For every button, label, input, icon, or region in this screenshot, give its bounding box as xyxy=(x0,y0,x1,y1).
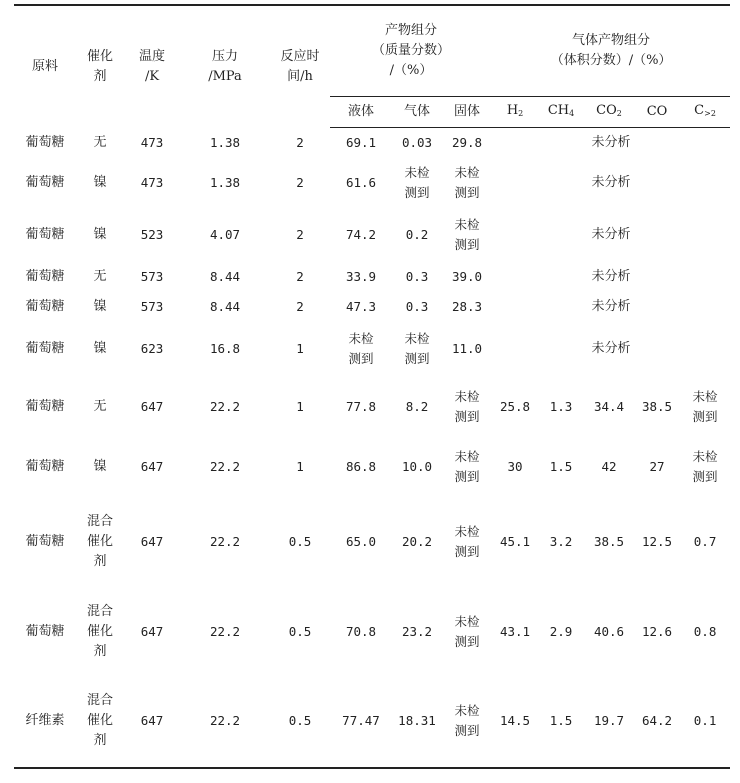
cell-liquid: 74.2 xyxy=(345,226,377,242)
cell-solid: 未检 测到 xyxy=(454,448,480,484)
table-row xyxy=(14,676,730,768)
cell-catalyst: 混合 催化 剂 xyxy=(86,603,113,659)
cell-temp: 647 xyxy=(140,533,164,549)
cell-material: 纤维素 xyxy=(14,676,76,768)
cell-co: 64.2 xyxy=(634,676,680,768)
cell-time: 2 xyxy=(296,268,304,284)
cell-catalyst: 镍 xyxy=(93,458,107,474)
table-row xyxy=(14,588,730,676)
header-product-group: 产物组分 （质量分数） /（%） xyxy=(330,5,492,97)
cell-solid: 39.0 xyxy=(451,268,483,284)
header-gas: 气体 xyxy=(392,97,442,128)
cell-gas: 0.3 xyxy=(405,268,429,284)
cell-time: 2 xyxy=(296,298,304,314)
table-header xyxy=(14,5,730,128)
cell-time: 0.5 xyxy=(270,676,330,768)
cell-catalyst: 无 xyxy=(93,134,107,150)
cell-gas-note: 未分析 xyxy=(591,298,631,314)
cell-pressure: 1.38 xyxy=(209,174,241,190)
cell-solid: 29.8 xyxy=(451,134,483,150)
cell-c2: 未检 测到 xyxy=(692,448,718,484)
table-row xyxy=(14,292,730,322)
cell-gas: 0.3 xyxy=(405,298,429,314)
cell-h2: 43.1 xyxy=(499,623,531,639)
cell-h2: 14.5 xyxy=(492,676,538,768)
cell-temp: 473 xyxy=(140,134,164,150)
cell-gas: 未检 测到 xyxy=(404,164,430,200)
cell-temp: 573 xyxy=(140,268,164,284)
cell-co: 27 xyxy=(649,458,665,474)
cell-time: 0.5 xyxy=(288,533,312,549)
cell-solid: 未检 测到 xyxy=(454,388,480,424)
header-ch4: $CH_4$ xyxy=(538,97,584,128)
cell-material: 葡萄糖 xyxy=(25,226,65,242)
cell-pressure: 22.2 xyxy=(209,623,241,639)
cell-ch4: 2.9 xyxy=(549,623,573,639)
cell-pressure: 1.38 xyxy=(209,134,241,150)
cell-time: 0.5 xyxy=(288,623,312,639)
cell-liquid: 未检 测到 xyxy=(348,330,374,366)
cell-catalyst: 镍 xyxy=(93,174,107,190)
cell-liquid: 77.8 xyxy=(345,398,377,414)
table-row xyxy=(14,376,730,438)
cell-solid: 28.3 xyxy=(451,298,483,314)
cell-gas: 23.2 xyxy=(401,623,433,639)
table-row xyxy=(14,438,730,496)
cell-catalyst: 镍 xyxy=(93,226,107,242)
cell-co2: 42 xyxy=(601,458,617,474)
cell-temp: 647 xyxy=(140,458,164,474)
cell-temp: 523 xyxy=(140,226,164,242)
cell-time: 2 xyxy=(296,226,304,242)
cell-gas-note: 未分析 xyxy=(591,340,631,356)
cell-temp: 647 xyxy=(140,623,164,639)
header-liquid: 液体 xyxy=(330,97,392,128)
cell-material: 葡萄糖 xyxy=(25,458,65,474)
cell-c2: 0.7 xyxy=(693,533,717,549)
cell-gas: 8.2 xyxy=(405,398,429,414)
table-row xyxy=(14,322,730,376)
cell-gas: 0.03 xyxy=(401,134,433,150)
cell-co2: 38.5 xyxy=(593,533,625,549)
cell-catalyst: 无 xyxy=(93,268,107,284)
cell-catalyst: 无 xyxy=(93,398,107,414)
cell-solid: 11.0 xyxy=(451,340,483,356)
header-h2: $H_2$ xyxy=(492,97,538,128)
cell-gas: 10.0 xyxy=(401,458,433,474)
cell-material: 葡萄糖 xyxy=(25,174,65,190)
cell-material: 葡萄糖 xyxy=(25,340,65,356)
cell-co2: 34.4 xyxy=(593,398,625,414)
table-row xyxy=(14,128,730,158)
cell-ch4: 1.5 xyxy=(538,676,584,768)
cell-material: 葡萄糖 xyxy=(25,268,65,284)
cell-catalyst: 镍 xyxy=(93,298,107,314)
cell-material: 葡萄糖 xyxy=(25,134,65,150)
cell-material: 葡萄糖 xyxy=(25,533,65,549)
header-material: 原料 xyxy=(14,5,76,128)
cell-gas: 0.2 xyxy=(405,226,429,242)
cell-pressure: 22.2 xyxy=(180,676,270,768)
cell-catalyst: 混合 催化 剂 xyxy=(76,676,124,768)
cell-pressure: 8.44 xyxy=(209,298,241,314)
cell-pressure: 4.07 xyxy=(209,226,241,242)
data-table xyxy=(14,4,730,769)
cell-temp: 623 xyxy=(140,340,164,356)
cell-material: 葡萄糖 xyxy=(25,298,65,314)
cell-temp: 647 xyxy=(124,676,180,768)
cell-ch4: 1.3 xyxy=(549,398,573,414)
table-row xyxy=(14,262,730,292)
cell-gas-note: 未分析 xyxy=(591,174,631,190)
cell-liquid: 65.0 xyxy=(345,533,377,549)
cell-co: 12.6 xyxy=(641,623,673,639)
cell-c2: 未检 测到 xyxy=(692,388,718,424)
cell-solid: 未检 测到 xyxy=(454,613,480,649)
cell-solid: 未检 测到 xyxy=(454,164,480,200)
header-reaction-time: 反应时 间/h xyxy=(270,5,330,128)
cell-c2: 0.1 xyxy=(680,676,730,768)
cell-ch4: 3.2 xyxy=(549,533,573,549)
header-co: CO xyxy=(634,97,680,128)
cell-solid: 未检 测到 xyxy=(454,216,480,252)
cell-time: 2 xyxy=(296,174,304,190)
cell-pressure: 22.2 xyxy=(209,458,241,474)
cell-liquid: 86.8 xyxy=(345,458,377,474)
cell-liquid: 77.47 xyxy=(330,676,392,768)
cell-gas: 18.31 xyxy=(392,676,442,768)
header-pressure: 压力 /MPa xyxy=(180,5,270,128)
cell-h2: 30 xyxy=(507,458,523,474)
cell-co2: 40.6 xyxy=(593,623,625,639)
cell-co: 38.5 xyxy=(641,398,673,414)
cell-material: 葡萄糖 xyxy=(25,398,65,414)
cell-time: 1 xyxy=(296,398,304,414)
cell-gas-note: 未分析 xyxy=(591,226,631,242)
cell-temp: 573 xyxy=(140,298,164,314)
table-body xyxy=(14,128,730,768)
cell-temp: 473 xyxy=(140,174,164,190)
cell-gas-note: 未分析 xyxy=(591,268,631,284)
cell-time: 2 xyxy=(296,134,304,150)
cell-ch4: 1.5 xyxy=(549,458,573,474)
cell-h2: 25.8 xyxy=(499,398,531,414)
header-solid: 固体 xyxy=(442,97,492,128)
cell-pressure: 22.2 xyxy=(209,533,241,549)
cell-gas: 未检 测到 xyxy=(404,330,430,366)
cell-gas-note: 未分析 xyxy=(591,134,631,150)
cell-c2: 0.8 xyxy=(693,623,717,639)
cell-co2: 19.7 xyxy=(584,676,634,768)
cell-temp: 647 xyxy=(140,398,164,414)
cell-co: 12.5 xyxy=(641,533,673,549)
cell-liquid: 61.6 xyxy=(345,174,377,190)
header-co2: $CO_2$ xyxy=(584,97,634,128)
cell-solid: 未检 测到 xyxy=(442,676,492,768)
header-c2: $C_{>2}$ xyxy=(680,97,730,128)
cell-catalyst: 混合 催化 剂 xyxy=(86,513,113,569)
cell-h2: 45.1 xyxy=(499,533,531,549)
table-row xyxy=(14,208,730,262)
cell-gas: 20.2 xyxy=(401,533,433,549)
cell-solid: 未检 测到 xyxy=(454,523,480,559)
cell-pressure: 22.2 xyxy=(209,398,241,414)
header-catalyst: 催化 剂 xyxy=(76,5,124,128)
cell-liquid: 69.1 xyxy=(345,134,377,150)
header-temperature: 温度 /K xyxy=(124,5,180,128)
cell-time: 1 xyxy=(296,458,304,474)
cell-liquid: 47.3 xyxy=(345,298,377,314)
table-row xyxy=(14,158,730,208)
cell-time: 1 xyxy=(296,340,304,356)
cell-pressure: 16.8 xyxy=(209,340,241,356)
cell-catalyst: 镍 xyxy=(93,340,107,356)
header-gas-group: 气体产物组分 （体积分数）/（%） xyxy=(492,5,730,97)
cell-material: 葡萄糖 xyxy=(25,623,65,639)
cell-liquid: 33.9 xyxy=(345,268,377,284)
table-row xyxy=(14,496,730,588)
cell-pressure: 8.44 xyxy=(209,268,241,284)
cell-liquid: 70.8 xyxy=(345,623,377,639)
